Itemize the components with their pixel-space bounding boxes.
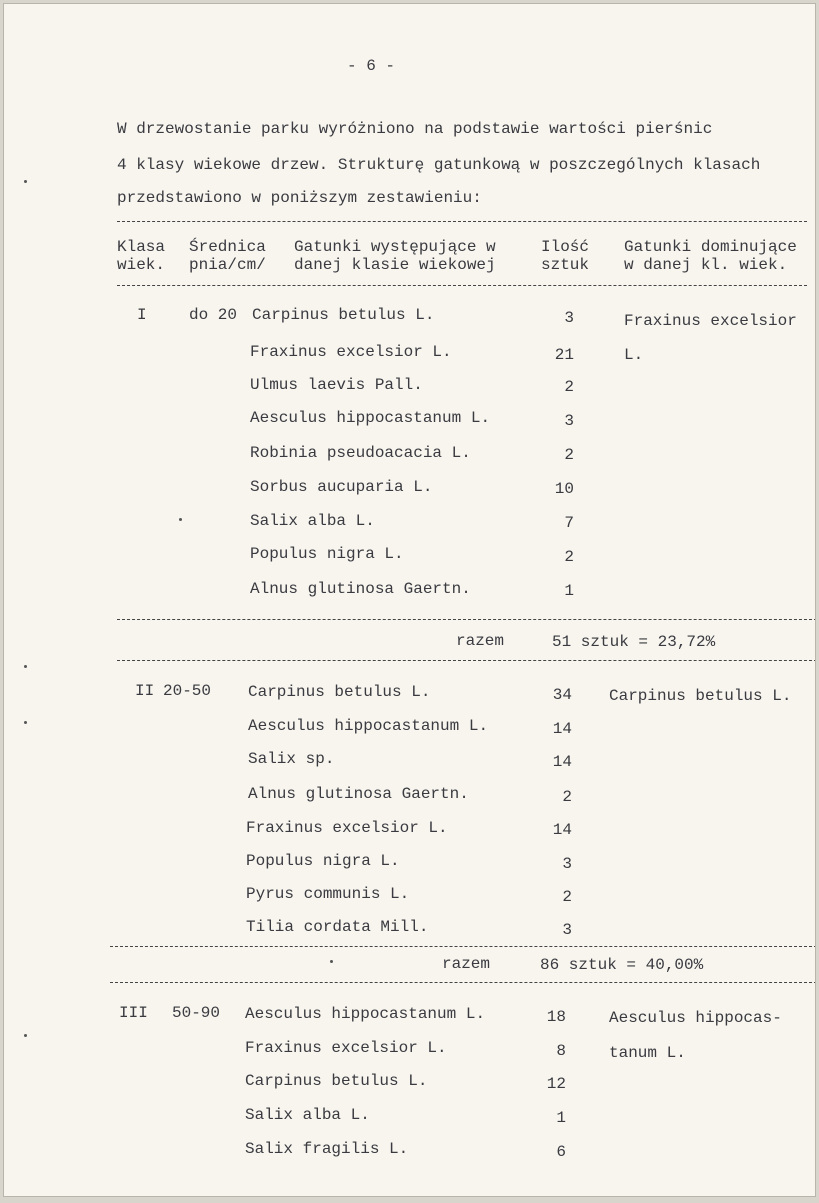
table-row-count: 2 [564, 378, 574, 396]
scan-speck [24, 665, 27, 668]
group-2-total: 86 sztuk = 40,00% [540, 956, 704, 974]
table-row: Aesculus hippocastanum L. [250, 409, 491, 427]
header-dominujace-2: w danej kl. wiek. [624, 256, 788, 274]
table-row-count: 6 [556, 1143, 566, 1161]
group-3-klasa: III [119, 1004, 148, 1022]
table-row-count: 34 [552, 686, 572, 704]
header-bottom-rule [117, 285, 807, 286]
table-row: Salix fragilis L. [245, 1140, 409, 1158]
header-gatunki-1: Gatunki występujące w [294, 238, 496, 256]
table-row: Fraxinus excelsior L. [246, 819, 448, 837]
table-row-count: 14 [552, 821, 572, 839]
group-1-total: 51 sztuk = 23,72% [552, 633, 716, 651]
scan-speck [24, 1034, 27, 1037]
scan-speck [24, 180, 27, 183]
table-row: Carpinus betulus L. [248, 683, 431, 701]
table-row-count: 2 [562, 888, 572, 906]
table-row-count: 8 [556, 1042, 566, 1060]
table-row: Tilia cordata Mill. [246, 918, 429, 936]
group-1-klasa: I [137, 306, 147, 324]
table-row-count: 18 [546, 1008, 566, 1026]
group-1-total-top-rule [117, 619, 816, 620]
table-row: Populus nigra L. [250, 545, 404, 563]
scan-speck [330, 960, 333, 963]
table-row-count: 14 [552, 720, 572, 738]
header-gatunki-2: danej klasie wiekowej [294, 256, 496, 274]
table-row: Carpinus betulus L. [252, 306, 435, 324]
group-1-dominant-2: L. [624, 346, 644, 364]
group-2-dominant-1: Carpinus betulus L. [609, 687, 792, 705]
group-3-dominant-2: tanum L. [609, 1044, 686, 1062]
table-row: Salix alba L. [245, 1106, 370, 1124]
table-row-count: 2 [562, 788, 572, 806]
group-3-srednica: 50-90 [172, 1004, 221, 1022]
header-srednica-2: pnia/cm/ [189, 256, 266, 274]
table-row-count: 10 [554, 480, 574, 498]
intro-line-2: 4 klasy wiekowe drzew. Strukturę gatunkową w poszczególnych klasach [117, 156, 761, 174]
group-2-klasa: II [135, 682, 155, 700]
group-2-total-top-rule [110, 946, 816, 947]
table-row: Populus nigra L. [246, 852, 400, 870]
table-row: Fraxinus excelsior L. [245, 1039, 447, 1057]
table-row: Robinia pseudoacacia L. [250, 444, 471, 462]
group-1-dominant-1: Fraxinus excelsior [624, 312, 797, 330]
page-number: - 6 - [347, 57, 396, 75]
intro-line-1: W drzewostanie parku wyróżniono na podstawie wartości pierśnic [117, 120, 713, 138]
header-ilosc-1: Ilość [541, 238, 590, 256]
table-row: Alnus glutinosa Gaertn. [248, 785, 469, 803]
table-row: Salix alba L. [250, 512, 375, 530]
table-row: Pyrus communis L. [246, 885, 410, 903]
table-row: Carpinus betulus L. [245, 1072, 428, 1090]
table-row-count: 14 [552, 753, 572, 771]
group-3-dominant-1: Aesculus hippocas- [609, 1009, 782, 1027]
group-2-total-bottom-rule [110, 982, 816, 983]
intro-line-3: przedstawiono w poniższym zestawieniu: [117, 189, 482, 207]
group-2-srednica: 20-50 [163, 682, 212, 700]
table-row: Sorbus aucuparia L. [250, 478, 433, 496]
group-1-total-bottom-rule [117, 660, 816, 661]
header-klasa-2: wiek. [117, 256, 166, 274]
table-row-count: 3 [564, 412, 574, 430]
table-row-count: 3 [562, 921, 572, 939]
group-1-srednica: do 20 [189, 306, 238, 324]
scan-speck [179, 518, 182, 521]
table-row-count: 2 [564, 446, 574, 464]
table-row-count: 12 [546, 1075, 566, 1093]
header-srednica-1: Średnica [189, 238, 266, 256]
group-1-total-label: razem [456, 632, 505, 650]
group-2-total-label: razem [442, 955, 491, 973]
table-row-count: 3 [562, 855, 572, 873]
table-row-count: 2 [564, 548, 574, 566]
table-row: Salix sp. [248, 750, 335, 768]
header-dominujace-1: Gatunki dominujące [624, 238, 797, 256]
table-top-rule [117, 221, 807, 222]
document-page [3, 3, 816, 1197]
table-row: Aesculus hippocastanum L. [248, 717, 489, 735]
header-klasa-1: Klasa [117, 238, 166, 256]
header-ilosc-2: sztuk [541, 256, 590, 274]
table-row: Fraxinus excelsior L. [250, 343, 452, 361]
table-row-count: 1 [564, 582, 574, 600]
table-row: Aesculus hippocastanum L. [245, 1005, 486, 1023]
table-row-count: 1 [556, 1109, 566, 1127]
table-row-count: 3 [564, 309, 574, 327]
scan-speck [24, 721, 27, 724]
table-row: Alnus glutinosa Gaertn. [250, 580, 471, 598]
table-row: Ulmus laevis Pall. [250, 376, 423, 394]
table-row-count: 7 [564, 514, 574, 532]
table-row-count: 21 [554, 346, 574, 364]
